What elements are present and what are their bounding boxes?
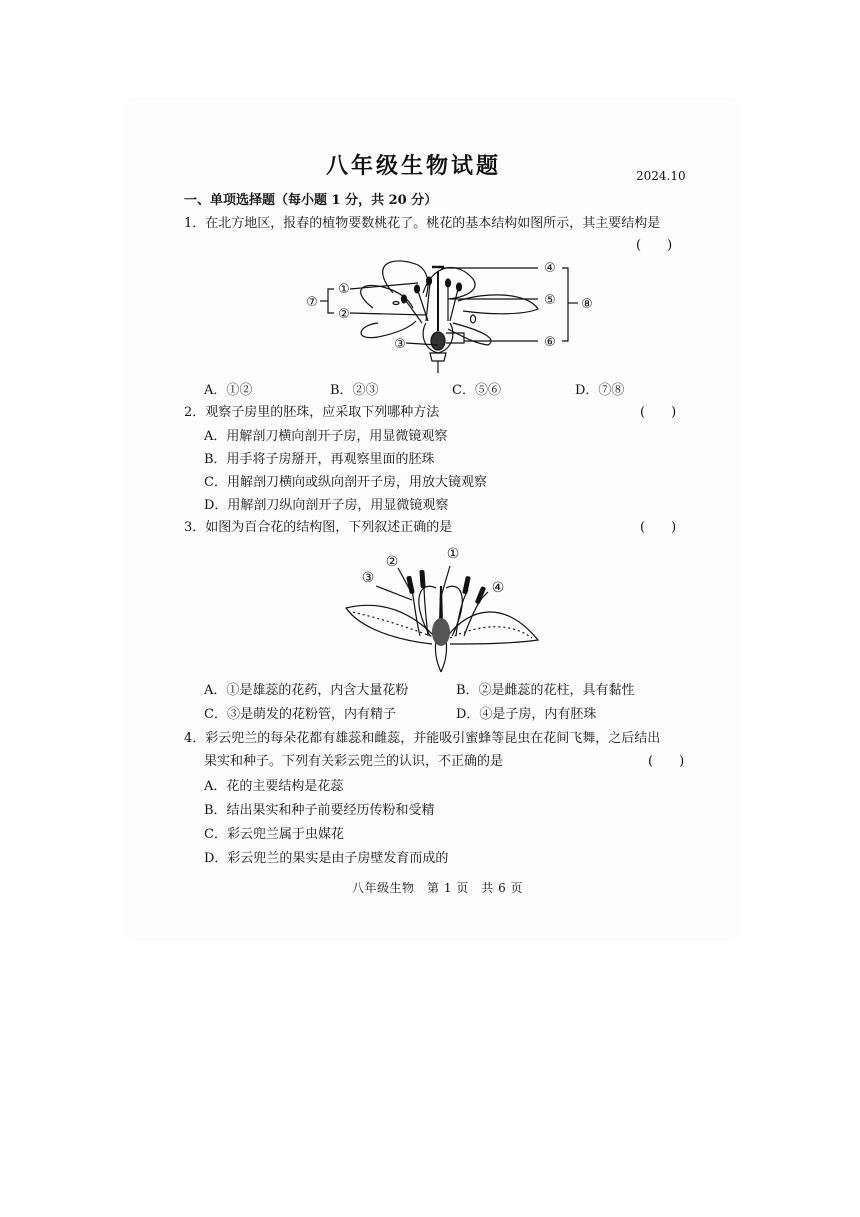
question-1-option-c[interactable]: C．⑤⑥ bbox=[452, 383, 501, 398]
section-heading: 一、单项选择题（每小题 1 分，共 20 分） bbox=[184, 193, 438, 208]
label-3: ③ bbox=[394, 337, 406, 352]
page-footer: 八年级生物 第 1 页 共 6 页 bbox=[352, 881, 524, 895]
label-2: ② bbox=[338, 307, 350, 322]
question-3-option-b[interactable]: B．②是雌蕊的花柱，具有黏性 bbox=[456, 683, 635, 698]
question-3-stem: 3．如图为百合花的结构图，下列叙述正确的是 bbox=[184, 520, 453, 535]
question-4-option-d[interactable]: D．彩云兜兰的果实是由子房壁发育而成的 bbox=[204, 851, 449, 866]
question-2-option-d[interactable]: D．用解剖刀纵向剖开子房，用显微镜观察 bbox=[204, 498, 449, 513]
lily-flower-diagram bbox=[340, 540, 545, 676]
question-4-stem-line-1: 4．彩云兜兰的每朵花都有雄蕊和雌蕊，并能吸引蜜蜂等昆虫在花间飞舞，之后结出 bbox=[184, 731, 661, 746]
question-2-stem: 2．观察子房里的胚珠，应采取下列哪种方法 bbox=[184, 405, 440, 420]
question-4-option-c[interactable]: C．彩云兜兰属于虫媒花 bbox=[204, 827, 344, 842]
question-1-option-a[interactable]: A．①② bbox=[204, 383, 253, 398]
question-2-option-a[interactable]: A．用解剖刀横向剖开子房，用显微镜观察 bbox=[204, 429, 448, 444]
question-1-option-b[interactable]: B．②③ bbox=[330, 383, 379, 398]
label-8: ⑧ bbox=[581, 297, 593, 312]
question-3-option-c[interactable]: C．③是萌发的花粉管，内有精子 bbox=[204, 707, 396, 722]
question-1-stem: 1．在北方地区，报春的植物要数桃花了。桃花的基本结构如图所示，其主要结构是 bbox=[184, 216, 661, 231]
question-2-answer-blank[interactable]: ( ) bbox=[640, 405, 677, 420]
exam-date: 2024.10 bbox=[636, 169, 686, 183]
label-4: ④ bbox=[544, 261, 556, 276]
page-title: 八年级生物试题 bbox=[326, 153, 502, 179]
question-4-answer-blank[interactable]: ( ) bbox=[648, 754, 685, 769]
label-1: ① bbox=[338, 282, 350, 297]
question-4-option-b[interactable]: B．结出果实和种子前要经历传粉和受精 bbox=[204, 803, 435, 818]
question-1-option-d[interactable]: D．⑦⑧ bbox=[575, 383, 625, 398]
question-3-option-a[interactable]: A．①是雄蕊的花药，内含大量花粉 bbox=[204, 683, 409, 698]
lily-label-2: ② bbox=[385, 554, 399, 570]
label-7: ⑦ bbox=[306, 295, 318, 310]
lily-label-3: ③ bbox=[361, 570, 375, 586]
question-2-option-b[interactable]: B．用手将子房掰开，再观察里面的胚珠 bbox=[204, 452, 435, 467]
lily-label-1: ① bbox=[446, 546, 460, 562]
label-5: ⑤ bbox=[544, 293, 556, 308]
label-6: ⑥ bbox=[544, 335, 556, 350]
question-3-option-d[interactable]: D．④是子房，内有胚珠 bbox=[456, 707, 597, 722]
lily-label-4: ④ bbox=[491, 580, 505, 596]
question-4-stem-line-2: 果实和种子。下列有关彩云兜兰的认识，不正确的是 bbox=[204, 754, 504, 769]
question-4-option-a[interactable]: A．花的主要结构是花蕊 bbox=[204, 779, 344, 794]
peach-flower-diagram bbox=[298, 253, 598, 375]
question-3-answer-blank[interactable]: ( ) bbox=[640, 520, 677, 535]
question-2-option-c[interactable]: C．用解剖刀横向或纵向剖开子房，用放大镜观察 bbox=[204, 475, 487, 490]
question-1-answer-blank[interactable]: ( ) bbox=[636, 238, 673, 253]
